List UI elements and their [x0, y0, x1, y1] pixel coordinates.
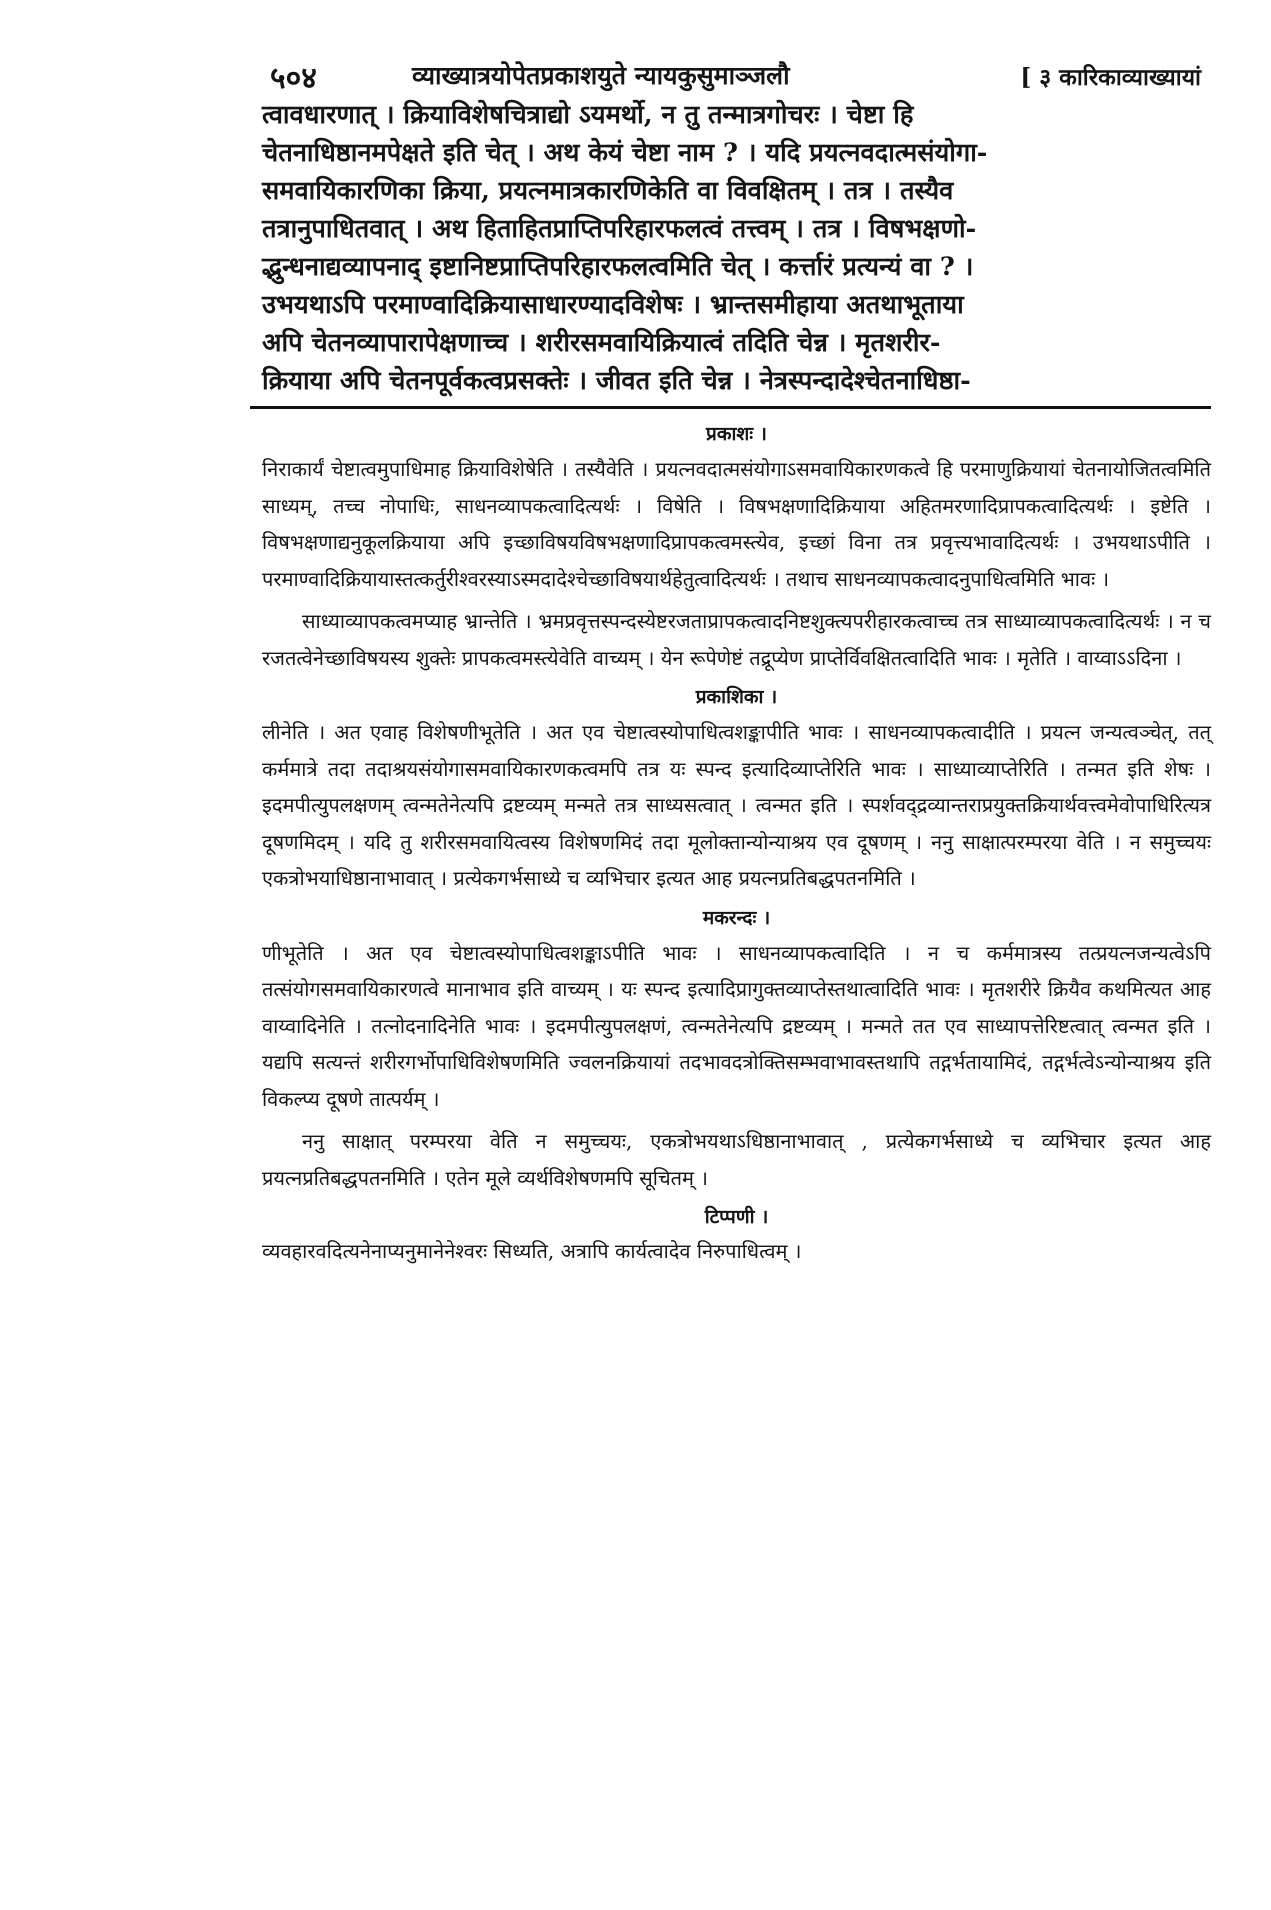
- makaranda-commentary: [262, 903, 1211, 1197]
- commentary-paragraph: णीभूतेति । अत एव चेष्टात्वस्योपाधित्वशङ्काऽपीति भावः । साधनव्यापकत्वादिति । न च कर्ममात्रस्य तत्प्रयत्नजन्यत्वेऽपि तत्संयोगसमवायिकारणत्वे मानाभाव इति वाच्यम् । यः स्पन्द इत्यादिप्रागुक्तव्याप्तेस्तथात्वादिति भावः । मृतशरीरे क्रियैव कथमित्यत आह वाय्वादिनेति । तत्नोदनादिनेति भावः । इदमपीत्युपलक्षणं, त्वन्मतेनेत्यपि द्रष्टव्यम् । मन्मते तत एव साध्यापत्तेरिष्टत्वात् त्वन्मत इति । यद्यपि सत्यन्तं शरीरगर्भोपाधिविशेषणमिति ज्वलनक्रियायां तदभावदत्रोक्तिसम्भवाभावस्तथापि तद्गर्भतायामिदं, तद्गर्भत्वेऽन्योन्याश्रय इति विकल्प्य दूषणे तात्पर्यम् ।: [262, 940, 1211, 1111]
- main-text-line: चेतनाधिष्ठानमपेक्षते इति चेत् । अथ केयं चेष्टा नाम ? । यदि प्रयत्नवदात्मसंयोगा-: [262, 138, 988, 168]
- main-text-line: त्वावधारणात् । क्रियाविशेषचित्राद्यो ऽयमर्थो, न तु तन्मात्रगोचरः । चेष्टा हि: [262, 100, 914, 130]
- tippani-note: [262, 1202, 1211, 1268]
- tippani-text: व्यवहारवदित्यनेनाप्यनुमानेनेश्वरः सिध्यति, अत्रापि कार्यत्वादेव निरुपाधित्वम् ।: [262, 1239, 802, 1263]
- book-title: व्याख्यात्रयोपेतप्रकाशयुते न्यायकुसुमाञ्जलौ: [412, 61, 790, 90]
- page-number: ५०४: [270, 61, 317, 96]
- main-text: [262, 96, 1211, 400]
- section-reference: [ ३ कारिकाव्याख्यायां: [1020, 64, 1201, 91]
- main-text-line: द्भुन्धनाद्यव्यापनाद् इष्टानिष्टप्राप्तिपरिहारफलत्वमिति चेत् । कर्त्तारं प्रत्यन्यं वा ? ।: [262, 252, 974, 282]
- main-text-line: तत्रानुपाधितवात् । अथ हिताहितप्राप्तिपरिहारफलत्वं तत्त्वम् । तत्र । विषभक्षणो-: [262, 214, 977, 244]
- main-text-line: क्रियाया अपि चेतनपूर्वकत्वप्रसक्तेः । जीवत इति चेन्न । नेत्रस्पन्दादेश्चेतनाधिष्ठा-: [262, 366, 971, 396]
- separator-rule: [250, 406, 1211, 409]
- commentary-paragraph: साध्याव्यापकत्वमप्याह भ्रान्तेति । भ्रमप्रवृत्तस्पन्दस्येष्टरजताप्रापकत्वादनिष्टशुक्त्यपरीहारकत्वाच्च तत्र साध्याव्यापकत्वादित्यर्थः । न च रजतत्वेनेच्छाविषयस्य शुक्तेः प्रापकत्वमस्त्येवेति वाच्यम् । येन रूपेणेष्टं तद्रूप्येण प्राप्तेर्विवक्षितत्वादिति भावः । मृतेति । वाय्वाऽऽदिना ।: [262, 609, 1211, 670]
- commentary-heading: टिप्पणी ।: [704, 1206, 769, 1228]
- prakashika-commentary: [262, 682, 1211, 897]
- main-text-line: अपि चेतनव्यापारापेक्षणाच्च । शरीरसमवायिक्रियात्वं तदिति चेन्न । मृतशरीर-: [262, 328, 941, 358]
- main-text-line: उभयथाऽपि परमाण्वादिक्रियासाधारण्यादविशेषः । भ्रान्तसमीहाया अतथाभूताया: [262, 290, 964, 320]
- commentary-paragraph: निराकार्यं चेष्टात्वमुपाधिमाह क्रियाविशेषेति । तस्यैवेति । प्रयत्नवदात्मसंयोगाऽसमवायिकारणकत्वे हि परमाणुक्रियायां चेतनायोजितत्वमिति साध्यम्, तच्च नोपाधिः, साधनव्यापकत्वादित्यर्थः । विषेति । विषभक्षणादिक्रियाया अहितमरणादिप्रापकत्वादित्यर्थः । इष्टेति । विषभक्षणाद्यनुकूलक्रियाया अपि इच्छाविषयविषभक्षणादिप्रापकत्वमस्त्येव, इच्छां विना तत्र प्रवृत्त्यभावादित्यर्थः । उभयथाऽपीति । परमाण्वादिक्रियायास्तत्कर्तुरीश्वरस्याऽस्मदादेश्चेच्छाविषयार्थहेतुत्वादित्यर्थः । तथाच साधनव्यापकत्वादनुपाधित्वमिति भावः ।: [262, 457, 1211, 591]
- prakasha-commentary: [262, 419, 1211, 676]
- commentary-heading: प्रकाशिका ।: [695, 686, 778, 708]
- commentary-heading: मकरन्दः ।: [702, 906, 771, 929]
- running-header: [262, 50, 1211, 94]
- commentary-paragraph: लीनेति । अत एवाह विशेषणीभूतेति । अत एव चेष्टात्वस्योपाधित्वशङ्कापीति भावः । साधनव्यापकत्वादीति । प्रयत्न जन्यत्वञ्चेत्, तत् कर्ममात्रे तदा तदाश्रयसंयोगासमवायिकारणकत्वमपि तत्र यः स्पन्द इत्यादिव्याप्तेरिति भावः । साध्याव्याप्तेरिति । तन्मत इति शेषः । इदमपीत्युपलक्षणम् त्वन्मतेनेत्यपि द्रष्टव्यम् मन्मते तत्र साध्यसत्वात् । त्वन्मत इति । स्पर्शवद्द्रव्यान्तराप्रयुक्तक्रियार्थवत्त्वमेवोपाधिरित्यत्र दूषणमिदम् । यदि तु शरीरसमवायित्वस्य विशेषणमिदं तदा मूलोक्तान्योन्याश्रय एव दूषणम् । ननु साक्षात्परम्परया वेति । न समुच्चयः एकत्रोभयाधिष्ठानाभावात् । प्रत्येकगर्भसाध्ये च व्यभिचार इत्यत आह प्रयत्नप्रतिबद्धपतनमिति ।: [262, 720, 1211, 890]
- commentary-paragraph: ननु साक्षात् परम्परया वेति न समुच्चयः, एकत्रोभयथाऽधिष्ठानाभावात् , प्रत्येकगर्भसाध्ये च व्यभिचार इत्यत आह प्रयत्नप्रतिबद्धपतनमिति । एतेन मूले व्यर्थविशेषणमपि सूचितम् ।: [262, 1129, 1211, 1190]
- main-text-line: समवायिकारणिका क्रिया, प्रयत्नमात्रकारणिकेति वा विवक्षितम् । तत्र । तस्यैव: [262, 176, 954, 206]
- commentary-heading: प्रकाशः ।: [706, 423, 767, 445]
